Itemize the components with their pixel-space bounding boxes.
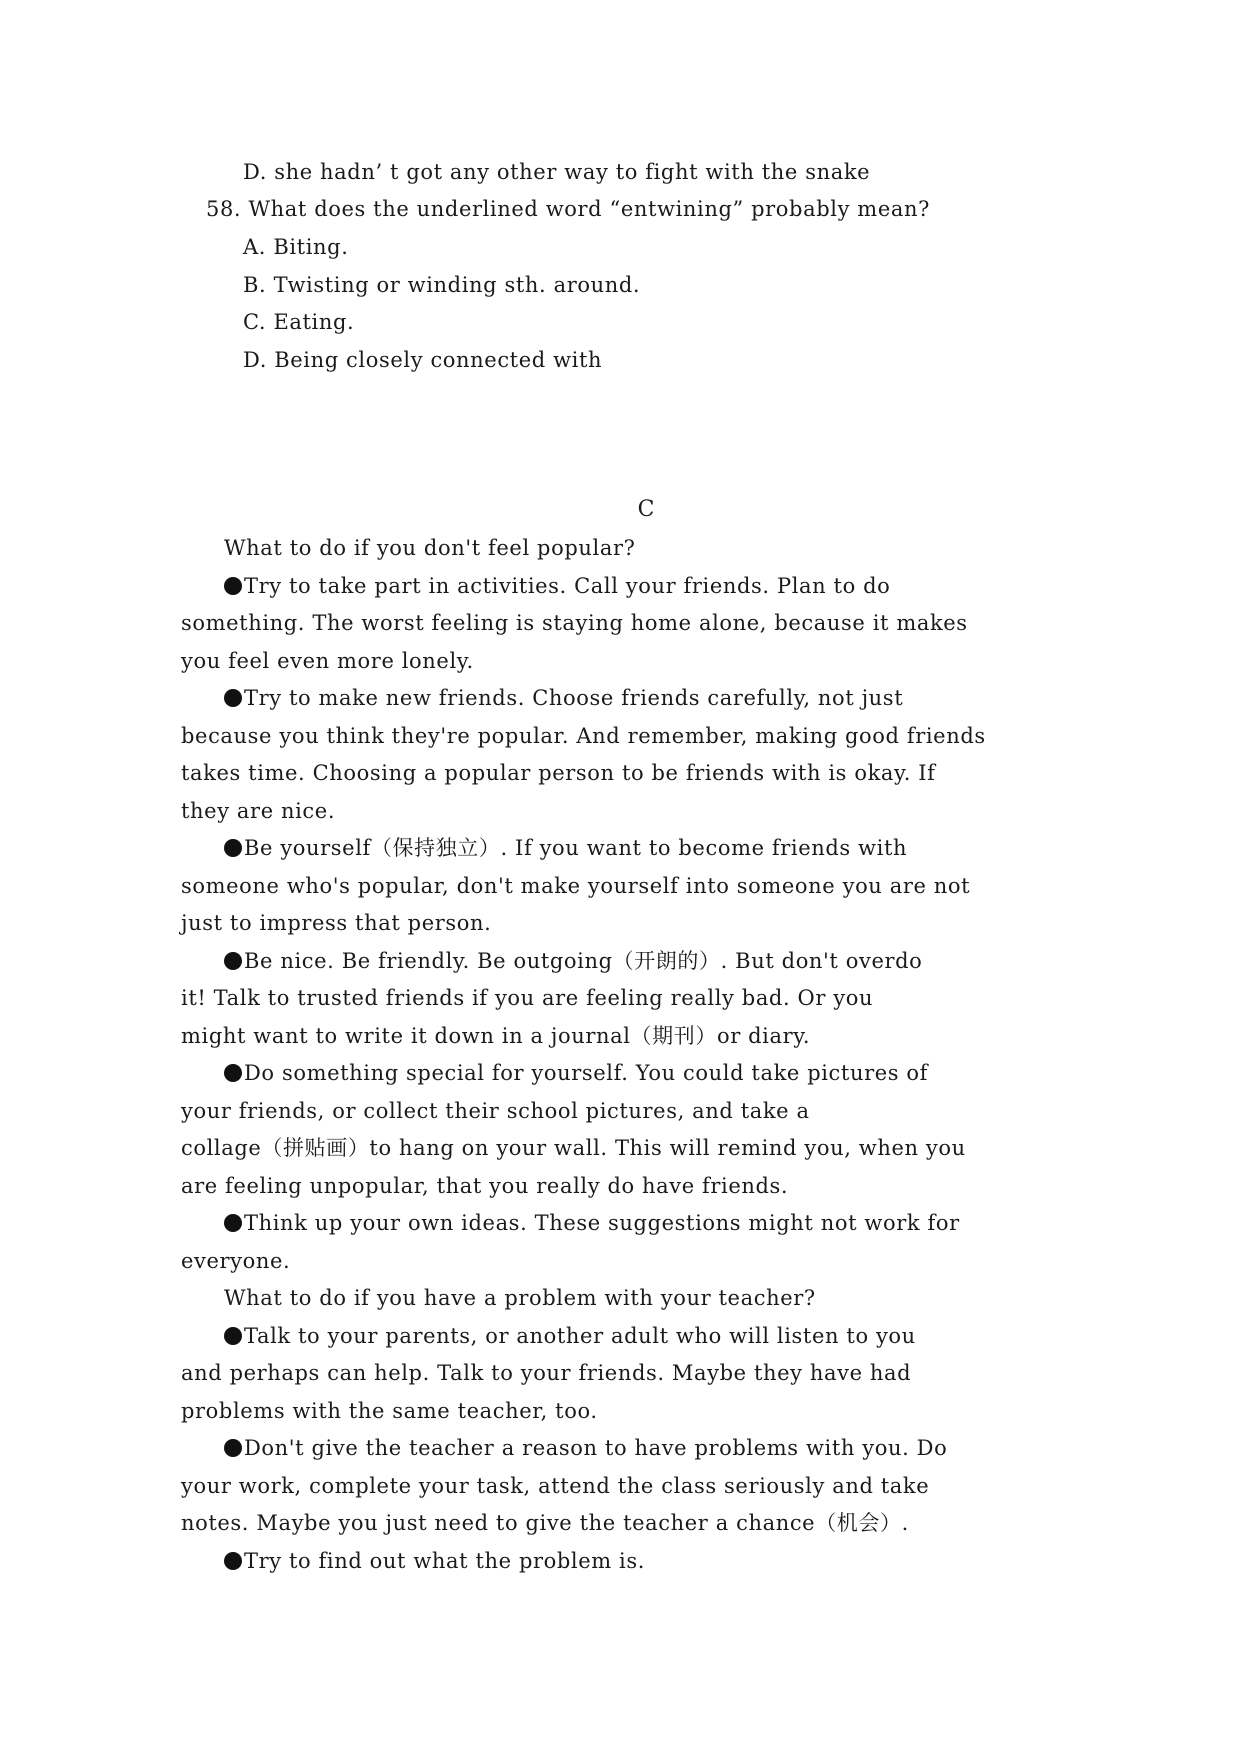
passage-heading: C [637, 497, 655, 522]
bullet-icon [224, 577, 242, 595]
bullet-icon [224, 1064, 242, 1082]
bullet-paragraph-line: Be yourself（保持独立）. If you want to become friends with [224, 834, 907, 862]
bullet-icon [224, 839, 242, 857]
bullet-icon [224, 952, 242, 970]
q58-option-b: B. Twisting or winding sth. around. [243, 273, 641, 297]
bullet-icon [224, 1552, 242, 1570]
bullet-paragraph-line: Do something special for yourself. You could take pictures of [224, 1059, 928, 1087]
paragraph-line: and perhaps can help. Talk to your friends. Maybe they have had [181, 1361, 912, 1385]
q58-stem: 58. What does the underlined word “entwining” probably mean? [206, 197, 930, 221]
paragraph-line: just to impress that person. [181, 911, 492, 935]
paragraph-line: everyone. [181, 1249, 291, 1273]
paragraph-line: takes time. Choosing a popular person to be friends with is okay. If [181, 761, 936, 785]
q58-option-d: D. Being closely connected with [243, 348, 603, 372]
paragraph-line: your work, complete your task, attend the class seriously and take [181, 1474, 930, 1498]
bullet-paragraph-line: Try to find out what the problem is. [224, 1547, 645, 1575]
paragraph-line: you feel even more lonely. [181, 649, 474, 673]
q58-option-a: A. Biting. [243, 235, 349, 259]
bullet-icon [224, 689, 242, 707]
bullet-paragraph-line: Be nice. Be friendly. Be outgoing（开朗的）. But don't overdo [224, 947, 922, 975]
paragraph-line: they are nice. [181, 799, 336, 823]
paragraph-line: something. The worst feeling is staying home alone, because it makes [181, 611, 968, 635]
paragraph-line: might want to write it down in a journal（期刊）or diary. [181, 1024, 811, 1048]
paragraph-line: your friends, or collect their school pictures, and take a [181, 1099, 810, 1123]
section-question: What to do if you have a problem with your teacher? [224, 1286, 816, 1310]
paragraph-line: someone who's popular, don't make yourself into someone you are not [181, 874, 971, 898]
bullet-paragraph-line: Think up your own ideas. These suggestions might not work for [224, 1209, 960, 1237]
paragraph-line: because you think they're popular. And remember, making good friends [181, 724, 986, 748]
bullet-paragraph-line: Try to make new friends. Choose friends carefully, not just [224, 684, 903, 712]
paragraph-line: are feeling unpopular, that you really do have friends. [181, 1174, 789, 1198]
paragraph-line: problems with the same teacher, too. [181, 1399, 598, 1423]
bullet-paragraph-line: Talk to your parents, or another adult who will listen to you [224, 1322, 916, 1350]
paragraph-line: notes. Maybe you just need to give the teacher a chance（机会）. [181, 1511, 909, 1535]
paragraph-line: it! Talk to trusted friends if you are feeling really bad. Or you [181, 986, 874, 1010]
q58-option-c: C. Eating. [243, 310, 355, 334]
q57-option-d: D. she hadn’ t got any other way to fight with the snake [243, 160, 871, 184]
bullet-icon [224, 1214, 242, 1232]
bullet-paragraph-line: Try to take part in activities. Call your friends. Plan to do [224, 572, 890, 600]
bullet-icon [224, 1327, 242, 1345]
bullet-paragraph-line: Don't give the teacher a reason to have problems with you. Do [224, 1434, 947, 1462]
section-question: What to do if you don't feel popular? [224, 536, 636, 560]
paragraph-line: collage（拼贴画）to hang on your wall. This will remind you, when you [181, 1136, 966, 1160]
bullet-icon [224, 1439, 242, 1457]
